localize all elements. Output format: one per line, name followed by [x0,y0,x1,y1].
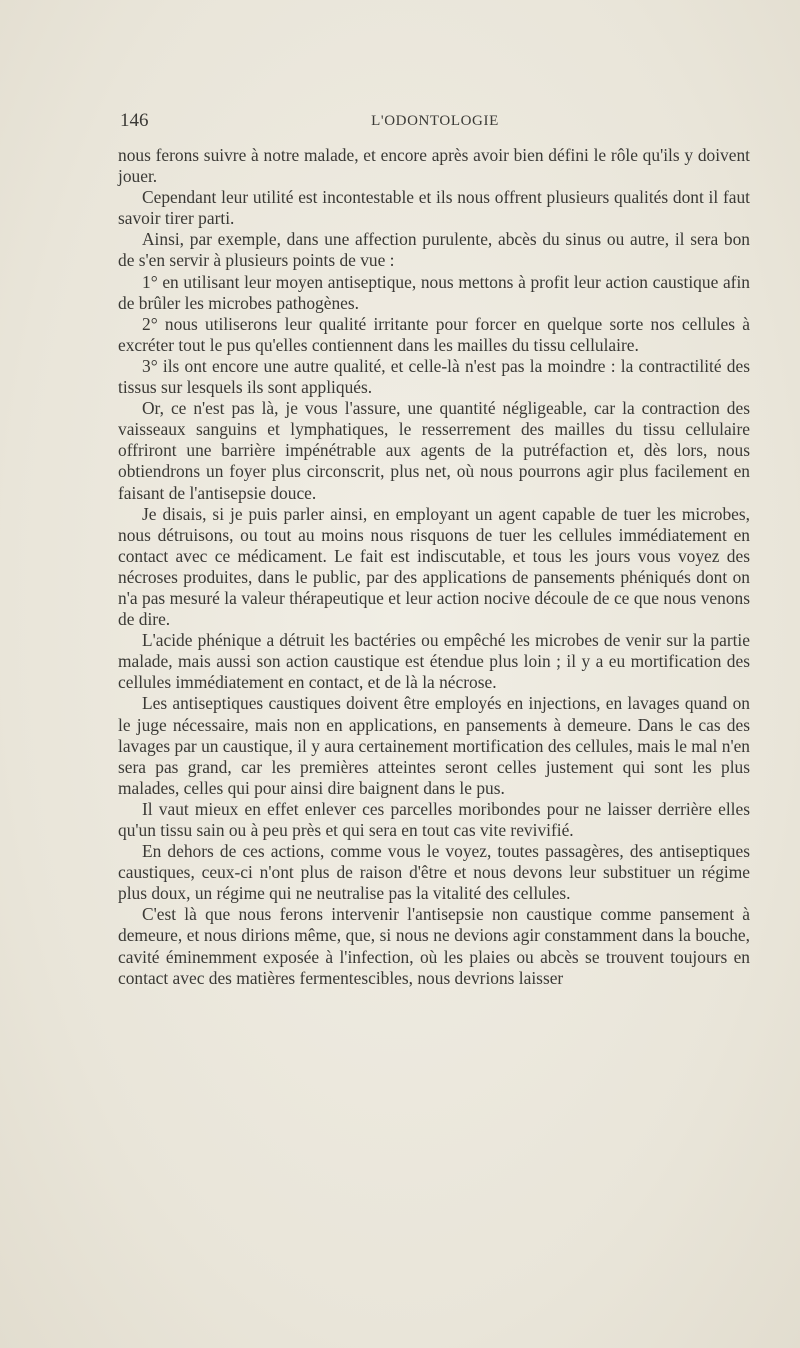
paragraph: Je disais, si je puis parler ainsi, en employant un agent capable de tuer les microbes, nous détruisons, ou tout au moins nous risquons de tuer les cellules immédiatement en contact avec ce médicament. Le fait est indiscutable, et tous les jours vous voyez des nécroses produites, dans le public, par des applications de pansements phéniqués dont on n'a pas mesuré la valeur thérapeutique et leur action nocive découle de ce que nous venons de dire. [118,503,750,630]
paragraph: L'acide phénique a détruit les bactéries ou empêché les microbes de venir sur la partie malade, mais aussi son action caustique est étendue plus loin ; il y a eu mortification des cellules immédiatement en contact, et de là la nécrose. [118,630,750,693]
page-number: 146 [120,110,149,131]
paragraph: Les antiseptiques caustiques doivent être employés en injections, en lavages quand on le juge nécessaire, mais non en applications, en pansements à demeure. Dans le cas des lavages par un caustique, il y aura certainement mortification des cellules, mais le mal n'en sera pas grand, car les premières atteintes seront celles justement qui sont les plus malades, celles qui pour ainsi dire baignent dans le pus. [118,693,750,798]
paragraph: C'est là que nous ferons intervenir l'antisepsie non caustique comme pansement à demeure, et nous dirions même, que, si nous ne devions agir constamment dans la bouche, cavité éminemment exposée à l'infection, où les plaies ou abcès se trouvent toujours en contact avec des matières fermentescibles, nous devrions laisser [118,904,750,988]
paragraph: 1° en utilisant leur moyen antiseptique, nous mettons à profit leur action caustique afin de brûler les microbes pathogènes. [118,271,750,313]
paragraph: nous ferons suivre à notre malade, et encore après avoir bien défini le rôle qu'ils y doivent jouer. [118,145,750,187]
paragraph: Il vaut mieux en effet enlever ces parcelles moribondes pour ne laisser derrière elles qu'un tissu sain ou à peu près et qui sera en tout cas vite revivifié. [118,798,750,840]
journal-title: L'ODONTOLOGIE [371,113,499,129]
paragraph: Cependant leur utilité est incontestable et ils nous offrent plusieurs qualités dont il faut savoir tirer parti. [118,187,750,229]
paragraph: Ainsi, par exemple, dans une affection purulente, abcès du sinus ou autre, il sera bon de s'en servir à plusieurs points de vue : [118,229,750,271]
paragraph: Or, ce n'est pas là, je vous l'assure, une quantité négligeable, car la contraction des vaisseaux sanguins et lymphatiques, le resserrement des mailles du tissu cellulaire offriront une barrière impénétrable aux agents de la putréfaction et, dès lors, nous obtiendrons un foyer plus circonscrit, plus net, où nous pourrons agir plus facilement en faisant de l'antisepsie douce. [118,398,750,503]
paragraph: En dehors de ces actions, comme vous le voyez, toutes passagères, des antiseptiques caustiques, ceux-ci n'ont plus de raison d'être et nous devons leur substituer un régime plus doux, un régime qui ne neutralise pas la vitalité des cellules. [118,841,750,904]
body-text [118,145,750,989]
paragraph: 2° nous utiliserons leur qualité irritante pour forcer en quelque sorte nos cellules à excréter tout le pus qu'elles contiennent dans les mailles du tissu cellulaire. [118,313,750,355]
paragraph: 3° ils ont encore une autre qualité, et celle-là n'est pas la moindre : la contractilité des tissus sur lesquels ils sont appliqués. [118,355,750,398]
running-head [120,110,750,134]
